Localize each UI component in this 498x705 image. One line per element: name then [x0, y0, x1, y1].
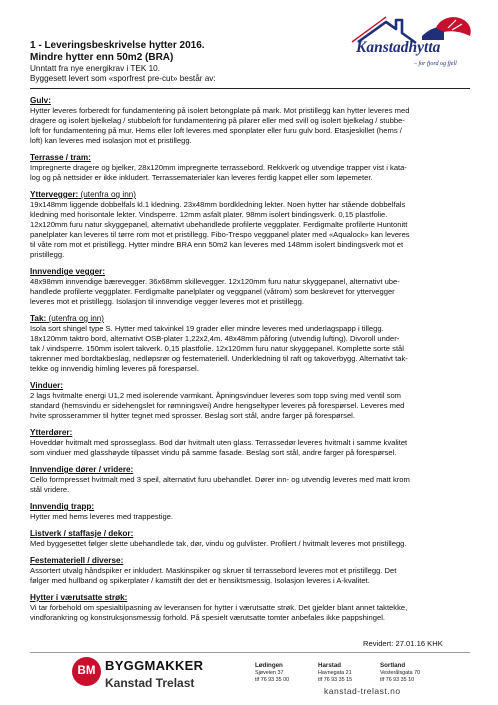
section-text-line: standard (hemsvindu er sidehengslet for rømningsvei) Andre hengseltyper leveres på forespørsel. Leveres med: [30, 401, 405, 410]
section-heading-text: Festemateriell / diverse:: [30, 556, 124, 565]
section-text-line: stål vridere.: [30, 485, 70, 494]
kanstadhytta-logo: [336, 6, 486, 76]
section-heading: [30, 381, 470, 391]
office-phone: tlf 76 93 35 00: [255, 677, 290, 683]
section-heading: [30, 96, 470, 106]
spec-section: [30, 153, 470, 183]
section-heading: [30, 593, 470, 603]
section-heading-text: Gulv:: [30, 96, 51, 105]
section-heading: [30, 314, 470, 324]
section-text-line: Hoveddør hvitmalt med sprosseglass. Bod dør hvitmalt uten glass. Terrassedør leveres hvitmalt i samme kvalitet: [30, 438, 408, 447]
section-text-line: panelplater kan leveres til tørre rom mot et pristillegg. Fibo-Trespo veggpanel plater med «Aqualock» kan leveres: [30, 230, 410, 239]
header-divider: [30, 88, 470, 89]
spec-section: [30, 556, 470, 586]
website-link[interactable]: kanstad-trelast.no: [324, 686, 401, 696]
section-text-line: følger med hullband og spikerplater / kamstift der det er hensiktsmessig. Isolasjon leveres i A-kvalitet.: [30, 576, 370, 585]
section-text-line: Impregnerte dragere og bjelker, 28x120mm impregnerte terrassebord. Rekkverk og utvendige trapper vist i kata-: [30, 163, 407, 172]
office-harstad: [318, 661, 352, 684]
section-text-line: tekke og innvendig himling leveres på forespørsel.: [30, 364, 199, 373]
section-heading-text: Innvendige dører / vridere:: [30, 465, 134, 474]
store-name: Kanstad Trelast: [105, 676, 195, 690]
office-address: Vesterålsgata 70: [380, 670, 421, 676]
office-phone: tlf 76 93 35 15: [318, 677, 353, 683]
section-heading-text: Vinduer:: [30, 381, 64, 390]
section-heading-text: Innvendige vegger:: [30, 267, 106, 276]
section-heading-text: Terrasse / tram:: [30, 153, 91, 162]
section-text-line: 18x120mm taktro bord, alternativt OSB-plater 1,22x2,4m. 48x48mm påforing (utvendig lufting). Divoroll under-: [30, 334, 400, 343]
spec-section: [30, 96, 470, 146]
spec-section: [30, 190, 470, 260]
document-subtitle: Unntatt fra nye energikrav i TEK 10.: [30, 64, 161, 73]
section-heading: [30, 267, 470, 277]
section-text-line: Isola sort shingel type S. Hytter med takvinkel 19 grader eller mindre leveres med underlagspapp i tillegg.: [30, 324, 384, 333]
section-heading-note: (utenfra og inn): [46, 314, 105, 323]
spec-section: [30, 381, 470, 421]
section-text-line: kledning med horisontale lekter. Vindsperre. 12mm asfalt plater. 98mm isolert bindingsverk. 0,15 plastfolie.: [30, 210, 388, 219]
section-text-line: 2 lags hvitmalte energi U1,2 med isolerende varmkant. Åpningsvinduer leveres som topp sving med ventil som: [30, 391, 402, 400]
section-heading: [30, 428, 470, 438]
section-heading-text: Innvendig trapp:: [30, 502, 95, 511]
section-text-line: Cello formpresset hvitmalt med 3 speil, alternativt furu ubehandlet. Dører inn- og utvendig leveres med matt krom: [30, 475, 410, 484]
section-heading-text: Listverk / staffasje / dekor:: [30, 529, 134, 538]
document-title-line2: Mindre hytter enn 50m2 (BRA): [30, 52, 174, 63]
section-heading-note: (utenfra og inn): [78, 190, 137, 199]
office-name: Sortland: [380, 662, 406, 669]
section-text-line: Hytter med hems leveres med trappestige.: [30, 512, 174, 521]
section-text-line: tak / vindsperre. 150mm isolert takverk. 0,15 plastfolie. 12x120mm furu natur skyggepanel. Komplette sorte stål: [30, 344, 404, 353]
section-heading: [30, 556, 470, 566]
section-heading-text: Ytterdører:: [30, 428, 73, 437]
byggmakker-wordmark: BYGGMAKKER: [105, 658, 204, 673]
section-text-line: dragere og isolert bjelkelag / stubbeloft for fundamentering på pilarer eller med svill og isolert bjelkelag / stubbe-: [30, 116, 405, 125]
spec-section: [30, 593, 470, 623]
spec-section: [30, 428, 470, 458]
spec-section: [30, 529, 470, 549]
section-text-line: som vinduer med glasshøyde tilpasset vindu på samme fasade. Beslag sort stål, andre farger på forespørsel.: [30, 448, 397, 457]
section-heading-text: Yttervegger:: [30, 190, 79, 199]
section-text-line: hvite sprosserammer til hytter tegnet med sprosser. Beslag sort stål, andre farger på forespørsel.: [30, 411, 355, 420]
section-text-line: 19x148mm liggende dobbelfals kl.1 kledning. 23x48mm bordkledning lekter. Noen hytter har stående dobbelfals: [30, 200, 406, 209]
spec-section: [30, 267, 470, 307]
section-text-line: handlede profilerte veggplater. Ferdigmalte panelplater og veggpanel (våtrom) som beskrevet for yttervegger: [30, 287, 395, 296]
document-title: 1 - Leveringsbeskrivelse hytter 2016.: [30, 40, 205, 51]
logo-tagline: – for fjord og fjell: [414, 61, 457, 67]
byggmakker-badge: BM: [72, 657, 101, 686]
section-text-line: log og på nettsider er ikke inkludert. Terrassematerialer kan leveres ferdig kappet eller som løpemeter.: [30, 173, 373, 182]
office-address: Havnegata 21: [318, 670, 352, 676]
document-intro: Byggesett levert som «sporfrest pre-cut» består av:: [30, 74, 216, 83]
section-heading: [30, 153, 470, 163]
section-heading-text: Tak:: [30, 314, 47, 323]
section-text-line: til våte rom mot et pristillegg. Hytter mindre BRA enn 50m2 kan leveres med 148mm isolert bindingsverk mot et: [30, 240, 404, 249]
section-text-line: vindforankring og konstruksjonsmessig forhold. På spesielt værutsatte tomter anbefales ikke pappshingel.: [30, 613, 385, 622]
section-text-line: pristillegg.: [30, 250, 65, 259]
section-heading-text: Hytter i værutsatte strøk:: [30, 593, 128, 602]
office-lodingen: [255, 661, 289, 684]
specification-body: [30, 96, 470, 630]
office-phone: tlf 76 93 35 10: [380, 677, 415, 683]
section-text-line: leveres mot et pristillegg. Isolasjon til innvendige vegger leveres mot et pristillegg.: [30, 297, 304, 306]
logo-wordmark: Kanstadhytta: [356, 39, 441, 56]
spec-section: [30, 502, 470, 522]
spec-section: [30, 465, 470, 495]
section-text-line: loft for fundamentering på mur. Hems eller loft leveres med sponplater eller furu gulv bord. Etasjeskillet (hems /: [30, 126, 402, 135]
spec-section: [30, 314, 470, 374]
section-text-line: takrenner med bordtakbeslag, nedløpsrør og festemateriell. Underkledning til raft og takoverbygg. Alternativt tak-: [30, 354, 408, 363]
office-name: Lødingen: [255, 662, 283, 669]
document-header: [30, 40, 330, 84]
section-text-line: 48x98mm innvendige bærevegger. 36x68mm skillevegger. 12x120mm furu natur skyggepanel, alternativt ube-: [30, 277, 400, 286]
section-text-line: Hytter leveres forberedt for fundamentering på isolert betongplate på mark. Mot pristillegg kan hytter leveres med: [30, 106, 410, 115]
office-name: Harstad: [318, 662, 342, 669]
section-heading: [30, 502, 470, 512]
section-text-line: 12x120mm furu natur skyggepanel, alternativt ubehandlede profilerte veggplater. Ferdigmalte profilerte Huntonitt: [30, 220, 408, 229]
section-heading: [30, 529, 470, 539]
revision-note: Revidert: 27.01.16 KHK: [363, 639, 443, 648]
office-address: Sjøveien 37: [255, 670, 284, 676]
section-text-line: Med byggesettet følger slette ubehandlede tak, dør, vindu og gulvlister. Profilert / hvitmalt leveres mot pristillegg.: [30, 539, 407, 548]
section-heading: [30, 465, 470, 475]
section-heading: [30, 190, 470, 200]
section-text-line: loft) kan leveres med isolasjon mot et pristillegg.: [30, 136, 192, 145]
section-text-line: Vi tar forbehold om spesialtilpasning av leveransen for hytter i værutsatte strøk. Det gjelder blant annet taktekke,: [30, 603, 408, 612]
footer-divider: [30, 652, 470, 653]
office-sortland: [380, 661, 420, 684]
section-text-line: Assortert utvalg håndspiker er inkludert. Maskinspiker og skruer til terrassebord leveres mot et pristillegg. Det: [30, 566, 397, 575]
